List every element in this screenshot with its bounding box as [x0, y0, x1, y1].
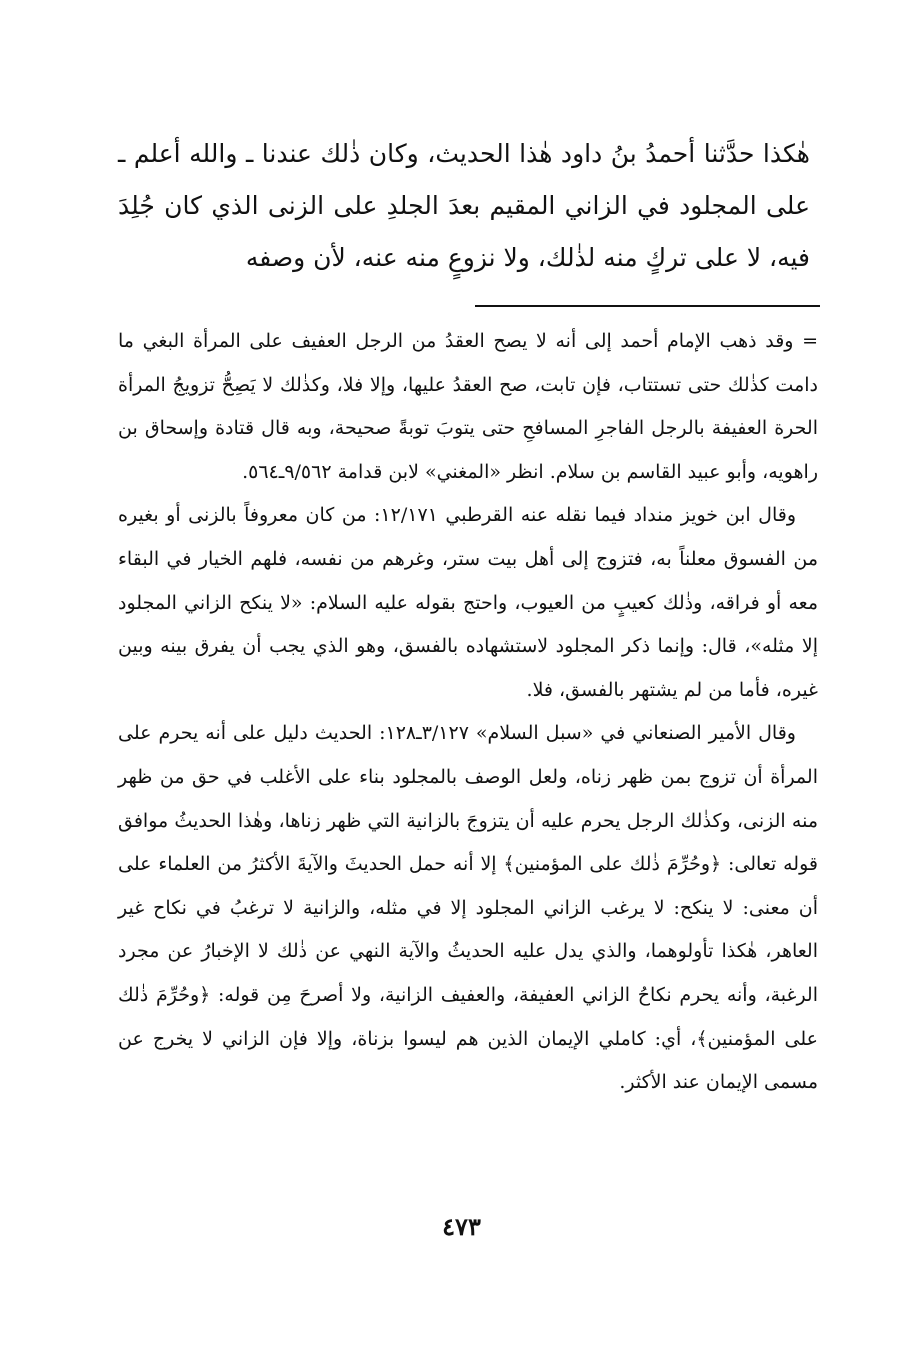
page-number: ٤٧٣ — [442, 1212, 481, 1241]
footnote-separator — [475, 305, 820, 307]
footnote-paragraph-1: = وقد ذهب الإمام أحمد إلى أنه لا يصح العقدُ من الرجل العفيف على المرأة البغي ما دامت كذٰلك حتى تستتاب، فإن تابت، صح العقدُ عليها، وإلا فلا، وكذٰلك لا يَصِحُّ تزويجُ المرأة الحرة العفيفة بالرجل الفاجرِ المسافحِ حتى يتوبَ توبةً صحيحة، وبه قال قتادة وإسحاق بن راهويه، وأبو عبيد القاسم بن سلام. انظر «المغني» لابن قدامة ٩/٥٦٢ـ٥٦٤. — [118, 330, 818, 483]
footnote-paragraph-3: وقال الأمير الصنعاني في «سبل السلام» ٣/١٢٧ـ١٢٨: الحديث دليل على أنه يحرم على المرأة أن تزوج بمن ظهر زناه، ولعل الوصف بالمجلود بناء على الأغلب في حق من ظهر منه الزنى، وكذٰلك الرجل يحرم عليه أن يتزوجَ بالزانية التي ظهر زناها، وهٰذا الحديثُ موافق قوله تعالى: ﴿وحُرِّمَ ذٰلك على المؤمنين﴾ إلا أنه حمل الحديثَ والآيةَ الأكثرُ من العلماء على أن معنى: لا ينكح: لا يرغب الزاني المجلود إلا في مثله، والزانية لا ترغبُ في نكاح غير العاهر، هٰكذا تأولوهما، والذي يدل عليه الحديثُ والآية النهي عن ذٰلك لا الإخبارُ عن مجرد الرغبة، وأنه يحرم نكاحُ الزاني العفيفة، والعفيف الزانية، ولا أصرحَ مِن قوله: ﴿وحُرِّمَ ذٰلك على المؤمنين﴾، أي: كاملي الإيمان الذين هم ليسوا بزناة، وإلا فإن الزاني لا يخرج عن مسمى الإيمان عند الأكثر. — [118, 722, 818, 1094]
main-paragraph: هٰكذا حدَّثنا أحمدُ بنُ داود هٰذا الحديث، وكان ذٰلك عندنا ـ والله أعلم ـ على المجلود في الزاني المقيم بعدَ الجلدِ على الزنى الذي كان جُلِدَ فيه، لا على تركٍ منه لذٰلك، ولا نزوعٍ منه عنه، لأن وصفه — [118, 139, 810, 272]
footnote-paragraph-2: وقال ابن خويز منداد فيما نقله عنه القرطبي ١٢/١٧١: من كان معروفاً بالزنى أو بغيره من الفسوق معلناً به، فتزوج إلى أهل بيت ستر، وغرهم من نفسه، فلهم الخيار في البقاء معه أو فراقه، وذٰلك كعيبٍ من العيوب، واحتج بقوله عليه السلام: «لا ينكح الزاني المجلود إلا مثله»، قال: وإنما ذكر المجلود لاستشهاده بالفسق، وهو الذي يجب أن يفرق بينه وبين غيره، فأما من لم يشتهر بالفسق، فلا. — [118, 504, 818, 701]
footnotes-block — [118, 320, 818, 1105]
main-text-block — [118, 128, 810, 284]
